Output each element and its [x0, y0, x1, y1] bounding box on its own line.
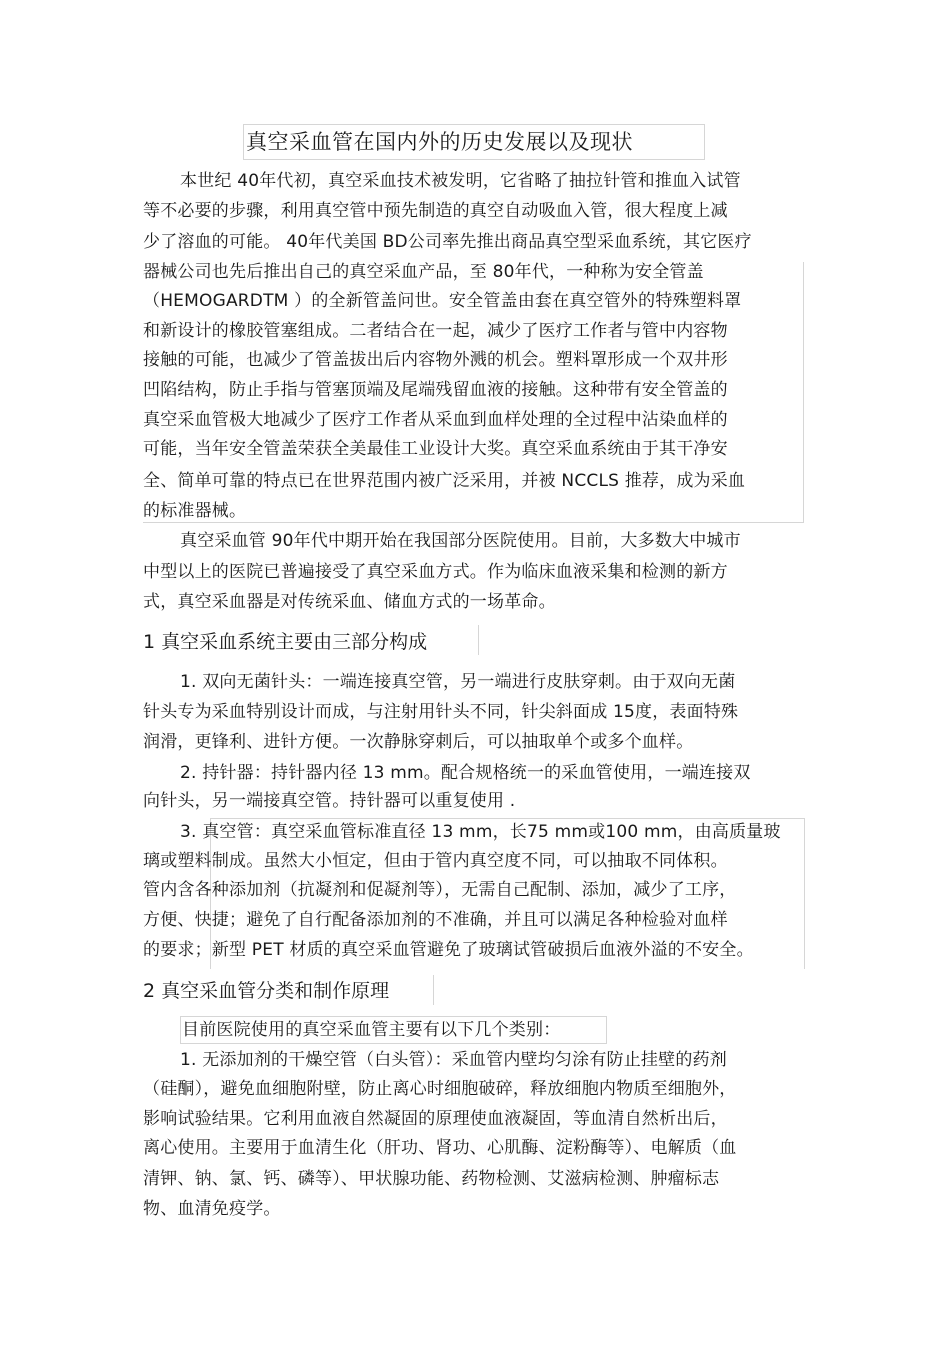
paragraph-line: 接触的可能，也减少了管盖拔出后内容物外溅的机会。塑料罩形成一个双井形 [143, 350, 728, 370]
list-item-line: （硅酮），避免血细胞附壁，防止离心时细胞破碎，释放细胞内物质至细胞外， [143, 1079, 737, 1099]
list-item-line: 清钾、钠、氯、钙、磷等）、甲状腺功能、药物检测、艾滋病检测、肿瘤标志 [143, 1169, 720, 1189]
list-item-line: 物、血清免疫学。 [143, 1199, 281, 1219]
list-item-line: 针头专为采血特别设计而成，与注射用针头不同，针尖斜面成 15度，表面特殊 [143, 702, 739, 722]
list-item-line: 的要求；新型 PET 材质的真空采血管避免了玻璃试管破损后血液外溢的不安全。 [143, 940, 754, 960]
paragraph-line: 全、简单可靠的特点已在世界范围内被广泛采用，并被 NCCLS 推荐，成为采血 [143, 471, 746, 491]
paragraph-line: 式，真空采血器是对传统采血、储血方式的一场革命。 [143, 592, 556, 612]
document-title: 真空采血管在国内外的历史发展以及现状 [246, 130, 633, 154]
list-item-line: 润滑，更锋利、进针方便。一次静脉穿刺后，可以抽取单个或多个血样。 [143, 732, 694, 752]
paragraph-line: 中型以上的医院已普遍接受了真空采血方式。作为临床血液采集和检测的新方 [143, 562, 728, 582]
list-item-line: 1. 双向无菌针头：一端连接真空管，另一端进行皮肤穿刺。由于双向无菌 [180, 672, 736, 692]
section-2-heading: 2 真空采血管分类和制作原理 [143, 980, 390, 1002]
list-item-line: 管内含各种添加剂（抗凝剂和促凝剂等），无需自己配制、添加，减少了工序， [143, 880, 737, 900]
list-item-line: 方便、快捷；避免了自行配备添加剂的不准确，并且可以满足各种检验对血样 [143, 910, 728, 930]
paragraph-line: 和新设计的橡胶管塞组成。二者结合在一起，减少了医疗工作者与管中内容物 [143, 321, 728, 341]
list-item-line: 2. 持针器：持针器内径 13 mm。配合规格统一的采血管使用，一端连接双 [180, 763, 751, 783]
paragraph-line: 等不必要的步骤，利用真空管中预先制造的真空自动吸血入管，很大程度上减 [143, 201, 728, 221]
paragraph-line: 凹陷结构，防止手指与管塞顶端及尾端残留血液的接触。这种带有安全管盖的 [143, 380, 728, 400]
paragraph-line: 少了溶血的可能。 40年代美国 BD公司率先推出商品真空型采血系统，其它医疗 [143, 232, 752, 252]
list-item-line: 3. 真空管：真空采血管标准直径 13 mm，长75 mm或100 mm，由高质量玻 [180, 822, 781, 842]
section-1-heading: 1 真空采血系统主要由三部分构成 [143, 631, 428, 653]
paragraph-line: （HEMOGARDTM ）的全新管盖问世。安全管盖由套在真空管外的特殊塑料罩 [143, 291, 742, 311]
list-item-line: 璃或塑料制成。虽然大小恒定，但由于管内真空度不同，可以抽取不同体积。 [143, 851, 728, 871]
list-item-line: 离心使用。主要用于血清生化（肝功、肾功、心肌酶、淀粉酶等）、电解质（血 [143, 1138, 737, 1158]
paragraph-line: 器械公司也先后推出自己的真空采血产品，至 80年代，一种称为安全管盖 [143, 262, 704, 282]
paragraph-line: 的标准器械。 [143, 501, 247, 521]
section-2-intro: 目前医院使用的真空采血管主要有以下几个类别： [182, 1020, 561, 1040]
list-item-line: 向针头，另一端接真空管。持针器可以重复使用 . [143, 791, 516, 811]
paragraph-line: 真空采血管 90年代中期开始在我国部分医院使用。目前，大多数大中城市 [180, 531, 741, 551]
list-item-line: 影响试验结果。它利用血液自然凝固的原理使血液凝固，等血清自然析出后， [143, 1109, 728, 1129]
paragraph-line: 可能，当年安全管盖荣获全美最佳工业设计大奖。真空采血系统由于其干净安 [143, 439, 728, 459]
paragraph-line: 本世纪 40年代初，真空采血技术被发明，它省略了抽拉针管和推血入试管 [180, 171, 741, 191]
list-item-line: 1. 无添加剂的干燥空管（白头管）：采血管内壁均匀涂有防止挂壁的药剂 [180, 1050, 727, 1070]
paragraph-line: 真空采血管极大地减少了医疗工作者从采血到血样处理的全过程中沾染血样的 [143, 410, 728, 430]
